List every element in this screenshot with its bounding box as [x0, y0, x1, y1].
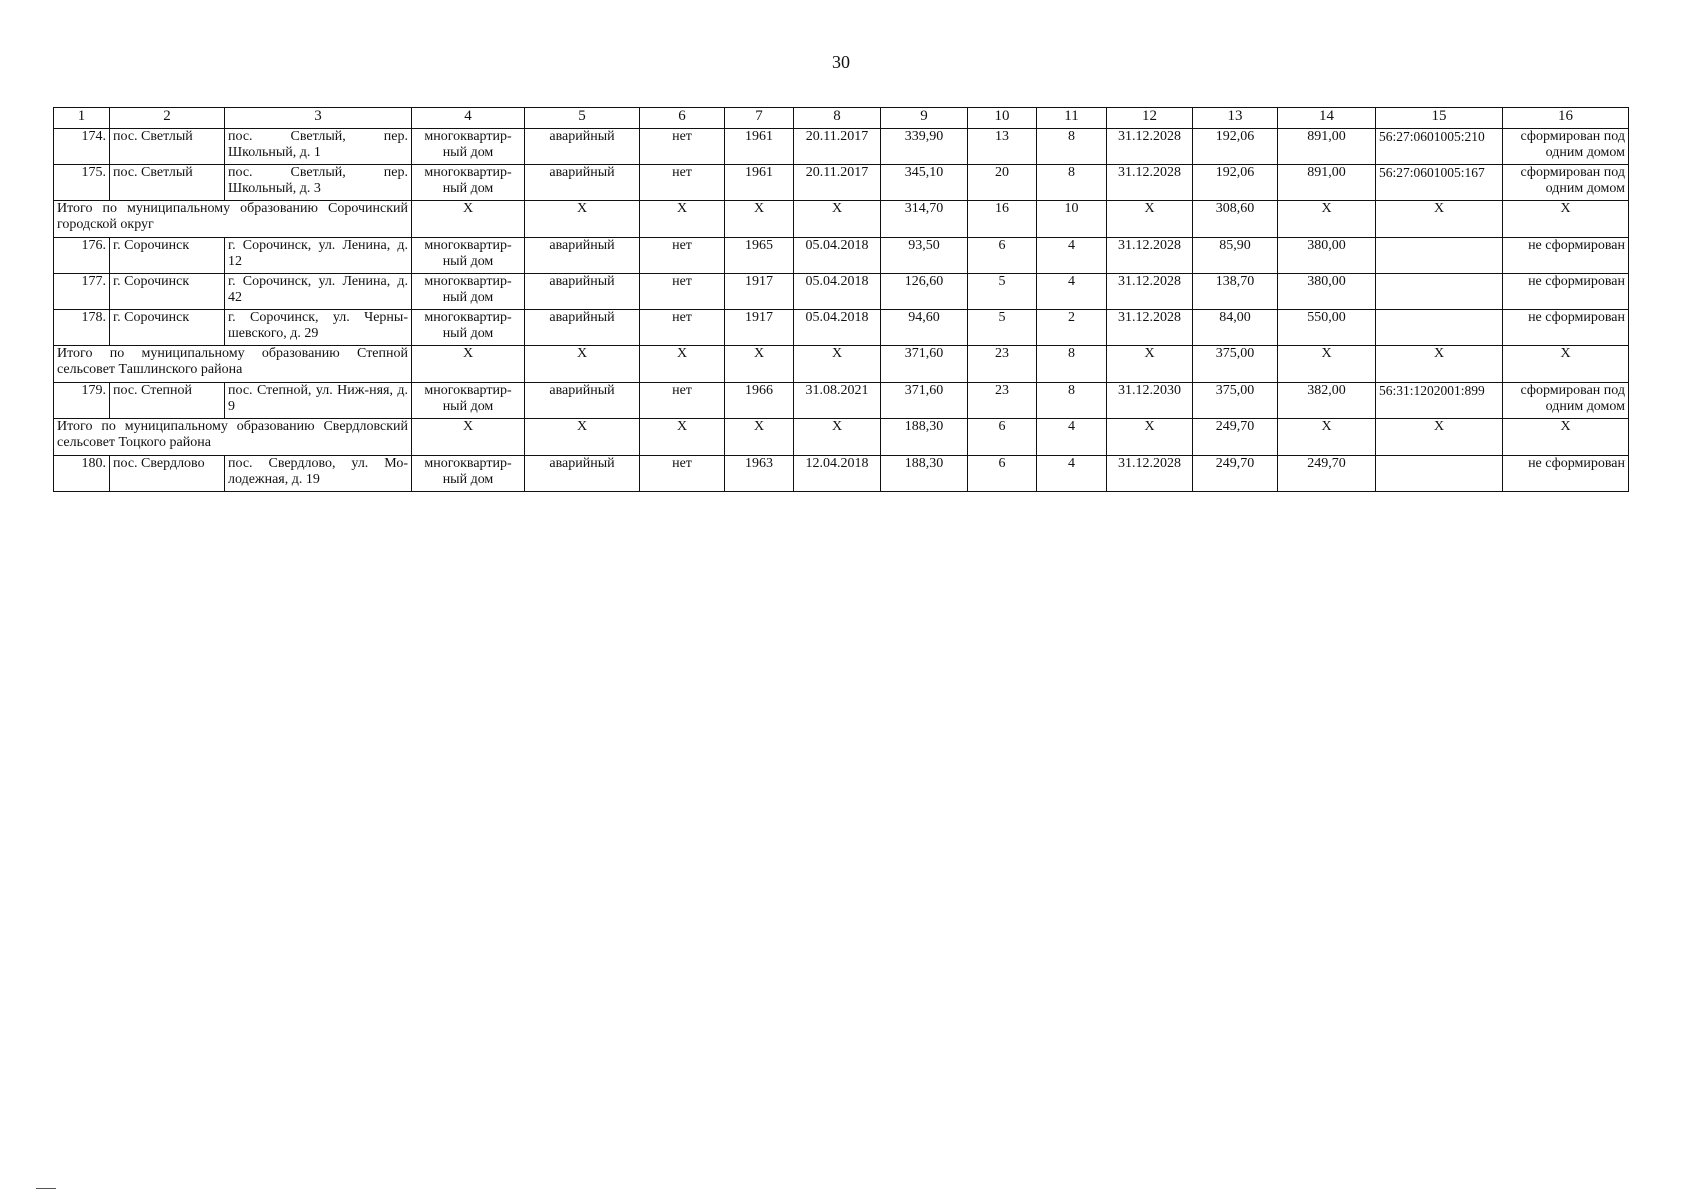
column-11-cell: 4 — [1037, 238, 1107, 274]
status-cell: X — [525, 201, 640, 238]
cadastral-number-cell — [1376, 456, 1503, 492]
column-number-2: 2 — [110, 108, 225, 129]
deadline-cell: 31.12.2028 — [1107, 238, 1193, 274]
deadline-cell: 31.12.2028 — [1107, 129, 1193, 165]
column-11-cell: 4 — [1037, 419, 1107, 456]
building-type-cell: X — [412, 346, 525, 383]
land-plot-status-cell: сформирован под одним домом — [1503, 383, 1629, 419]
building-type-cell: X — [412, 201, 525, 238]
cadastral-number-cell: X — [1376, 201, 1503, 238]
address-cell: г. Сорочинск, ул. Ленина, д. 42 — [225, 274, 412, 310]
deadline-cell: X — [1107, 201, 1193, 238]
building-type-cell: многоквартир-ный дом — [412, 383, 525, 419]
year-cell: X — [725, 419, 794, 456]
date-cell: 12.04.2018 — [794, 456, 881, 492]
column-13-cell: 192,06 — [1193, 165, 1278, 201]
table-row — [54, 310, 1629, 346]
settlement-cell: пос. Степной — [110, 383, 225, 419]
column-10-cell: 5 — [968, 274, 1037, 310]
area-cell: 345,10 — [881, 165, 968, 201]
column-number-10: 10 — [968, 108, 1037, 129]
column-14-cell: 891,00 — [1278, 129, 1376, 165]
table-row — [54, 165, 1629, 201]
status-cell: X — [525, 419, 640, 456]
area-cell: 314,70 — [881, 201, 968, 238]
column-6-cell: X — [640, 346, 725, 383]
cadastral-number-cell — [1376, 310, 1503, 346]
column-10-cell: 16 — [968, 201, 1037, 238]
date-cell: 05.04.2018 — [794, 310, 881, 346]
year-cell: 1966 — [725, 383, 794, 419]
year-cell: X — [725, 346, 794, 383]
column-10-cell: 6 — [968, 238, 1037, 274]
settlement-cell: г. Сорочинск — [110, 274, 225, 310]
column-number-12: 12 — [1107, 108, 1193, 129]
column-6-cell: нет — [640, 383, 725, 419]
column-10-cell: 23 — [968, 383, 1037, 419]
column-11-cell: 4 — [1037, 456, 1107, 492]
row-number: 178. — [54, 310, 110, 346]
area-cell: 188,30 — [881, 419, 968, 456]
column-13-cell: 192,06 — [1193, 129, 1278, 165]
column-number-8: 8 — [794, 108, 881, 129]
building-type-cell: многоквартир-ный дом — [412, 456, 525, 492]
column-number-16: 16 — [1503, 108, 1629, 129]
subtotal-label: Итого по муниципальному образованию Свердловский сельсовет Тоцкого района — [54, 419, 412, 456]
cadastral-number-cell: X — [1376, 346, 1503, 383]
land-plot-status-cell: сформирован под одним домом — [1503, 129, 1629, 165]
status-cell: аварийный — [525, 129, 640, 165]
address-cell: пос. Степной, ул. Ниж-няя, д. 9 — [225, 383, 412, 419]
building-type-cell: X — [412, 419, 525, 456]
date-cell: 20.11.2017 — [794, 129, 881, 165]
column-14-cell: 380,00 — [1278, 238, 1376, 274]
year-cell: 1917 — [725, 274, 794, 310]
column-number-11: 11 — [1037, 108, 1107, 129]
column-13-cell: 249,70 — [1193, 419, 1278, 456]
column-13-cell: 249,70 — [1193, 456, 1278, 492]
column-10-cell: 23 — [968, 346, 1037, 383]
subtotal-row — [54, 201, 1629, 238]
row-number: 174. — [54, 129, 110, 165]
status-cell: аварийный — [525, 274, 640, 310]
table-row — [54, 238, 1629, 274]
column-number-14: 14 — [1278, 108, 1376, 129]
land-plot-status-cell: не сформирован — [1503, 456, 1629, 492]
area-cell: 339,90 — [881, 129, 968, 165]
date-cell: X — [794, 201, 881, 238]
column-13-cell: 85,90 — [1193, 238, 1278, 274]
table-row — [54, 129, 1629, 165]
cadastral-number-cell — [1376, 238, 1503, 274]
column-10-cell: 5 — [968, 310, 1037, 346]
column-6-cell: X — [640, 419, 725, 456]
column-10-cell: 6 — [968, 419, 1037, 456]
status-cell: аварийный — [525, 383, 640, 419]
land-plot-status-cell: X — [1503, 346, 1629, 383]
address-cell: пос. Свердлово, ул. Мо-лодежная, д. 19 — [225, 456, 412, 492]
column-14-cell: 380,00 — [1278, 274, 1376, 310]
table-row — [54, 383, 1629, 419]
column-6-cell: нет — [640, 274, 725, 310]
column-13-cell: 375,00 — [1193, 383, 1278, 419]
deadline-cell: X — [1107, 346, 1193, 383]
column-14-cell: 249,70 — [1278, 456, 1376, 492]
column-14-cell: X — [1278, 346, 1376, 383]
column-6-cell: нет — [640, 165, 725, 201]
table-row — [54, 274, 1629, 310]
cadastral-number-cell: 56:31:1202001:899 — [1376, 383, 1503, 419]
column-number-15: 15 — [1376, 108, 1503, 129]
date-cell: 31.08.2021 — [794, 383, 881, 419]
column-10-cell: 20 — [968, 165, 1037, 201]
land-plot-status-cell: не сформирован — [1503, 310, 1629, 346]
deadline-cell: X — [1107, 419, 1193, 456]
date-cell: 05.04.2018 — [794, 274, 881, 310]
cadastral-number-cell: 56:27:0601005:210 — [1376, 129, 1503, 165]
address-cell: г. Сорочинск, ул. Ленина, д. 12 — [225, 238, 412, 274]
year-cell: 1963 — [725, 456, 794, 492]
column-11-cell: 8 — [1037, 383, 1107, 419]
column-number-6: 6 — [640, 108, 725, 129]
land-plot-status-cell: X — [1503, 419, 1629, 456]
column-6-cell: нет — [640, 129, 725, 165]
area-cell: 188,30 — [881, 456, 968, 492]
date-cell: 20.11.2017 — [794, 165, 881, 201]
column-6-cell: нет — [640, 310, 725, 346]
column-14-cell: 382,00 — [1278, 383, 1376, 419]
column-13-cell: 375,00 — [1193, 346, 1278, 383]
land-plot-status-cell: X — [1503, 201, 1629, 238]
table-row — [54, 456, 1629, 492]
column-11-cell: 2 — [1037, 310, 1107, 346]
deadline-cell: 31.12.2028 — [1107, 310, 1193, 346]
year-cell: 1965 — [725, 238, 794, 274]
deadline-cell: 31.12.2028 — [1107, 165, 1193, 201]
building-type-cell: многоквартир-ный дом — [412, 238, 525, 274]
page-number: 30 — [832, 52, 850, 72]
scan-artifact-mark — [36, 1188, 56, 1189]
date-cell: 05.04.2018 — [794, 238, 881, 274]
land-plot-status-cell: сформирован под одним домом — [1503, 165, 1629, 201]
year-cell: 1917 — [725, 310, 794, 346]
subtotal-label: Итого по муниципальному образованию Сорочинский городской округ — [54, 201, 412, 238]
column-13-cell: 138,70 — [1193, 274, 1278, 310]
cadastral-number-cell: 56:27:0601005:167 — [1376, 165, 1503, 201]
status-cell: аварийный — [525, 310, 640, 346]
column-11-cell: 10 — [1037, 201, 1107, 238]
deadline-cell: 31.12.2030 — [1107, 383, 1193, 419]
area-cell: 126,60 — [881, 274, 968, 310]
column-14-cell: 891,00 — [1278, 165, 1376, 201]
area-cell: 371,60 — [881, 346, 968, 383]
settlement-cell: пос. Свердлово — [110, 456, 225, 492]
date-cell: X — [794, 419, 881, 456]
land-plot-status-cell: не сформирован — [1503, 274, 1629, 310]
table-body — [54, 129, 1629, 492]
status-cell: аварийный — [525, 456, 640, 492]
column-number-9: 9 — [881, 108, 968, 129]
subtotal-row — [54, 419, 1629, 456]
building-type-cell: многоквартир-ный дом — [412, 274, 525, 310]
status-cell: аварийный — [525, 165, 640, 201]
deadline-cell: 31.12.2028 — [1107, 456, 1193, 492]
housing-registry-table — [53, 107, 1629, 492]
status-cell: X — [525, 346, 640, 383]
row-number: 179. — [54, 383, 110, 419]
subtotal-row — [54, 346, 1629, 383]
building-type-cell: многоквартир-ный дом — [412, 165, 525, 201]
column-11-cell: 8 — [1037, 165, 1107, 201]
area-cell: 371,60 — [881, 383, 968, 419]
row-number: 176. — [54, 238, 110, 274]
column-10-cell: 13 — [968, 129, 1037, 165]
settlement-cell: пос. Светлый — [110, 129, 225, 165]
column-14-cell: X — [1278, 201, 1376, 238]
column-number-row — [54, 108, 1629, 129]
building-type-cell: многоквартир-ный дом — [412, 129, 525, 165]
column-13-cell: 84,00 — [1193, 310, 1278, 346]
date-cell: X — [794, 346, 881, 383]
column-6-cell: нет — [640, 238, 725, 274]
cadastral-number-cell: X — [1376, 419, 1503, 456]
column-11-cell: 4 — [1037, 274, 1107, 310]
address-cell: пос. Светлый, пер. Школьный, д. 3 — [225, 165, 412, 201]
cadastral-number-cell — [1376, 274, 1503, 310]
column-6-cell: нет — [640, 456, 725, 492]
area-cell: 93,50 — [881, 238, 968, 274]
subtotal-label: Итого по муниципальному образованию Степной сельсовет Ташлинского района — [54, 346, 412, 383]
land-plot-status-cell: не сформирован — [1503, 238, 1629, 274]
row-number: 180. — [54, 456, 110, 492]
settlement-cell: г. Сорочинск — [110, 310, 225, 346]
year-cell: 1961 — [725, 129, 794, 165]
column-11-cell: 8 — [1037, 346, 1107, 383]
column-11-cell: 8 — [1037, 129, 1107, 165]
row-number: 175. — [54, 165, 110, 201]
column-number-5: 5 — [525, 108, 640, 129]
area-cell: 94,60 — [881, 310, 968, 346]
column-6-cell: X — [640, 201, 725, 238]
column-number-13: 13 — [1193, 108, 1278, 129]
column-number-7: 7 — [725, 108, 794, 129]
column-10-cell: 6 — [968, 456, 1037, 492]
row-number: 177. — [54, 274, 110, 310]
year-cell: X — [725, 201, 794, 238]
settlement-cell: пос. Светлый — [110, 165, 225, 201]
column-number-1: 1 — [54, 108, 110, 129]
year-cell: 1961 — [725, 165, 794, 201]
settlement-cell: г. Сорочинск — [110, 238, 225, 274]
status-cell: аварийный — [525, 238, 640, 274]
column-number-4: 4 — [412, 108, 525, 129]
address-cell: пос. Светлый, пер. Школьный, д. 1 — [225, 129, 412, 165]
column-14-cell: X — [1278, 419, 1376, 456]
column-number-3: 3 — [225, 108, 412, 129]
deadline-cell: 31.12.2028 — [1107, 274, 1193, 310]
building-type-cell: многоквартир-ный дом — [412, 310, 525, 346]
column-14-cell: 550,00 — [1278, 310, 1376, 346]
column-13-cell: 308,60 — [1193, 201, 1278, 238]
address-cell: г. Сорочинск, ул. Черны-шевского, д. 29 — [225, 310, 412, 346]
